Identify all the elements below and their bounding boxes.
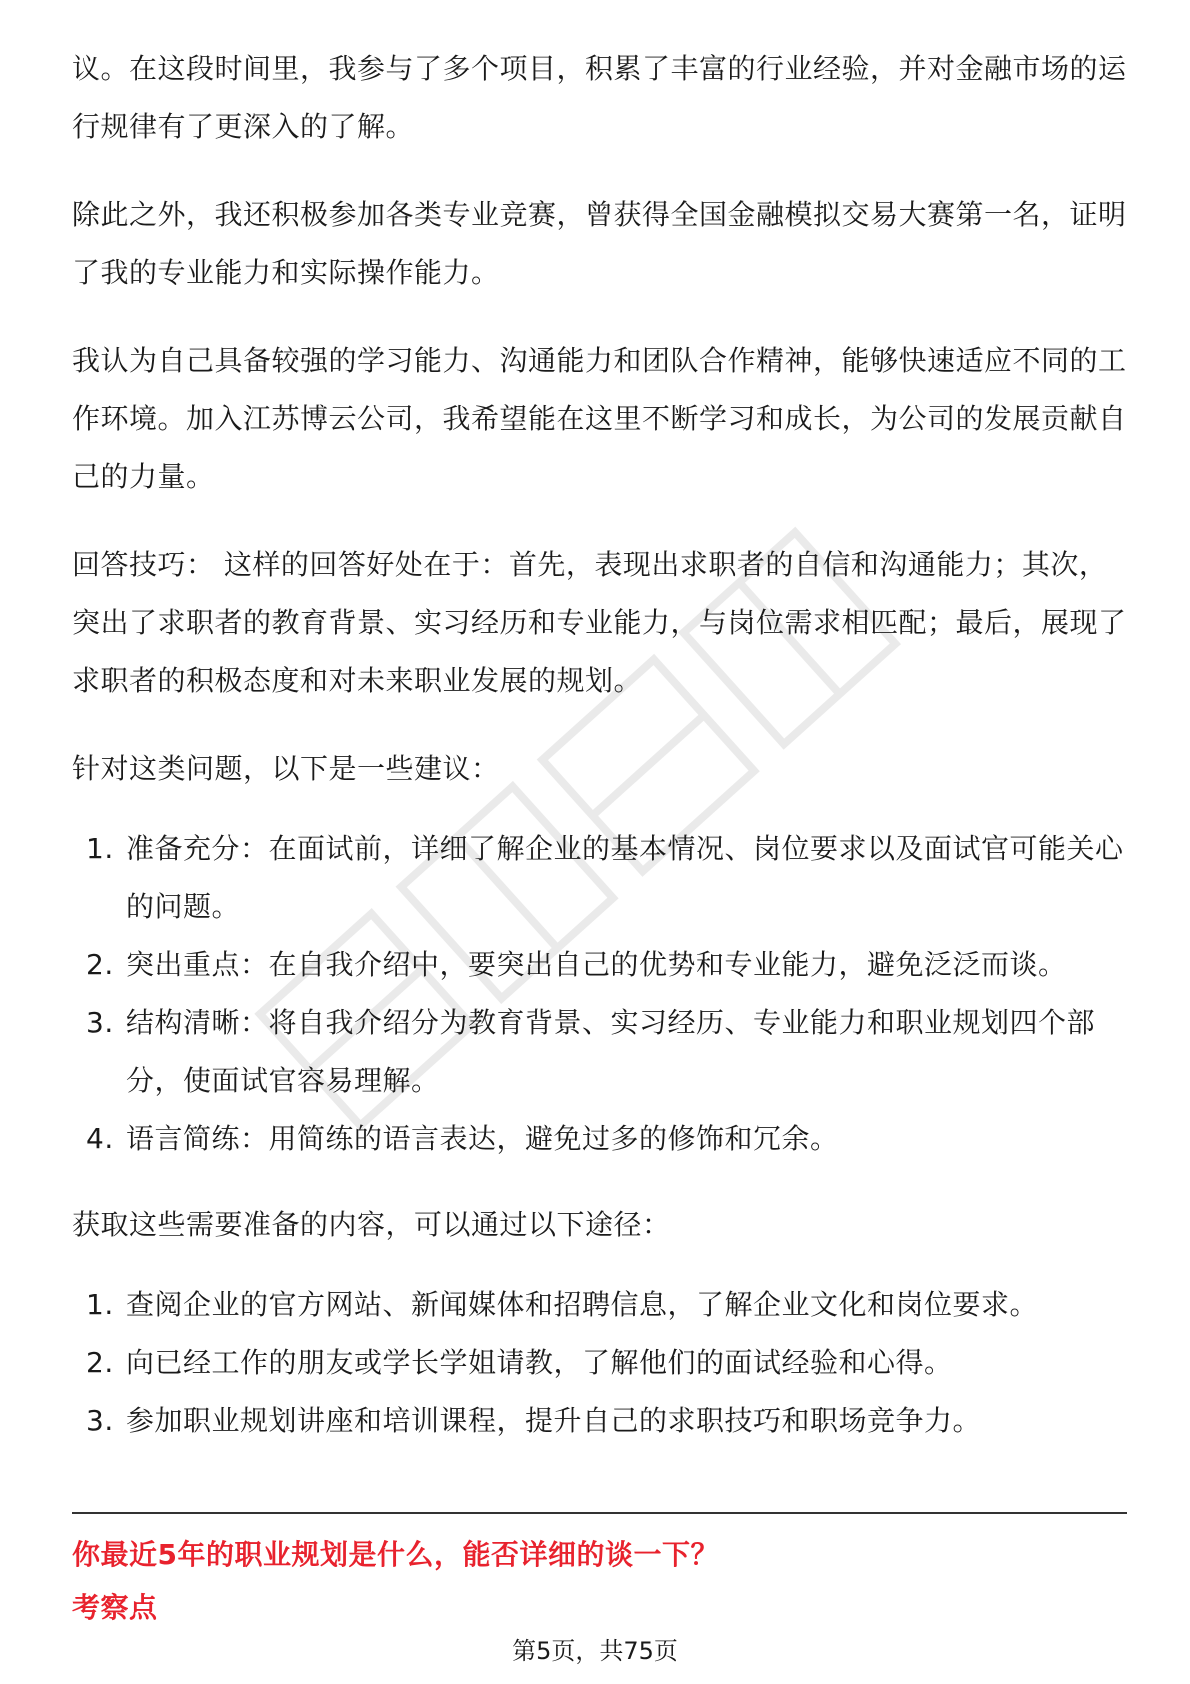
- list-item: [72, 1392, 1127, 1450]
- list-item: [72, 1334, 1127, 1392]
- list-item: [72, 1276, 1127, 1334]
- list-number: 4.: [86, 1122, 114, 1155]
- paragraph-abilities: 我认为自己具备较强的学习能力、沟通能力和团队合作精神，能够快速适应不同的工作环境。加入江苏博云公司，我希望能在这里不断学习和成长，为公司的发展贡献自己的力量。: [72, 344, 1127, 493]
- list-text: 准备充分：在面试前，详细了解企业的基本情况、岗位要求以及面试官可能关心的问题。: [126, 832, 1124, 923]
- paragraph-prep-intro: 获取这些需要准备的内容，可以通过以下途径：: [72, 1208, 671, 1241]
- paragraph-experience: 议。在这段时间里，我参与了多个项目，积累了丰富的行业经验，并对金融市场的运行规律有了更深入的了解。: [72, 52, 1127, 143]
- list-text: 语言简练：用简练的语言表达，避免过多的修饰和冗余。: [126, 1122, 839, 1155]
- list-text: 突出重点：在自我介绍中，要突出自己的优势和专业能力，避免泛泛而谈。: [126, 948, 1067, 981]
- page-number: 第5页，共75页: [512, 1637, 678, 1665]
- list-text: 向已经工作的朋友或学长学姐请教，了解他们的面试经验和心得。: [126, 1346, 953, 1379]
- list-item: [72, 994, 1127, 1110]
- list-text: 参加职业规划讲座和培训课程，提升自己的求职技巧和职场竞争力。: [126, 1404, 982, 1437]
- list-number: 1.: [86, 832, 114, 865]
- list-item: [72, 820, 1127, 936]
- list-text: 查阅企业的官方网站、新闻媒体和招聘信息，了解企业文化和岗位要求。: [126, 1288, 1039, 1321]
- prep-list: [72, 1276, 1127, 1450]
- paragraph-answer-tips: 回答技巧： 这样的回答好处在于：首先，表现出求职者的自信和沟通能力；其次，突出了求职者的教育背景、实习经历和专业能力，与岗位需求相匹配；最后，展现了求职者的积极态度和对未来职业发展的规划。: [72, 548, 1127, 697]
- list-number: 2.: [86, 948, 114, 981]
- advice-list: [72, 820, 1127, 1168]
- list-item: [72, 1110, 1127, 1168]
- list-number: 3.: [86, 1006, 114, 1039]
- list-number: 3.: [86, 1404, 114, 1437]
- question-heading: 你最近5年的职业规划是什么，能否详细的谈一下？: [72, 1538, 719, 1571]
- list-item: [72, 936, 1127, 994]
- paragraph-competition: 除此之外，我还积极参加各类专业竞赛，曾获得全国金融模拟交易大赛第一名，证明了我的专业能力和实际操作能力。: [72, 198, 1127, 289]
- paragraph-advice-intro: 针对这类问题，以下是一些建议：: [72, 752, 500, 785]
- list-number: 1.: [86, 1288, 114, 1321]
- list-number: 2.: [86, 1346, 114, 1379]
- document-body: [72, 40, 1127, 1478]
- section-divider: [72, 1512, 1127, 1514]
- list-text: 结构清晰：将自我介绍分为教育背景、实习经历、专业能力和职业规划四个部分，使面试官容易理解。: [126, 1006, 1096, 1097]
- assessment-point-label: 考察点: [72, 1591, 158, 1624]
